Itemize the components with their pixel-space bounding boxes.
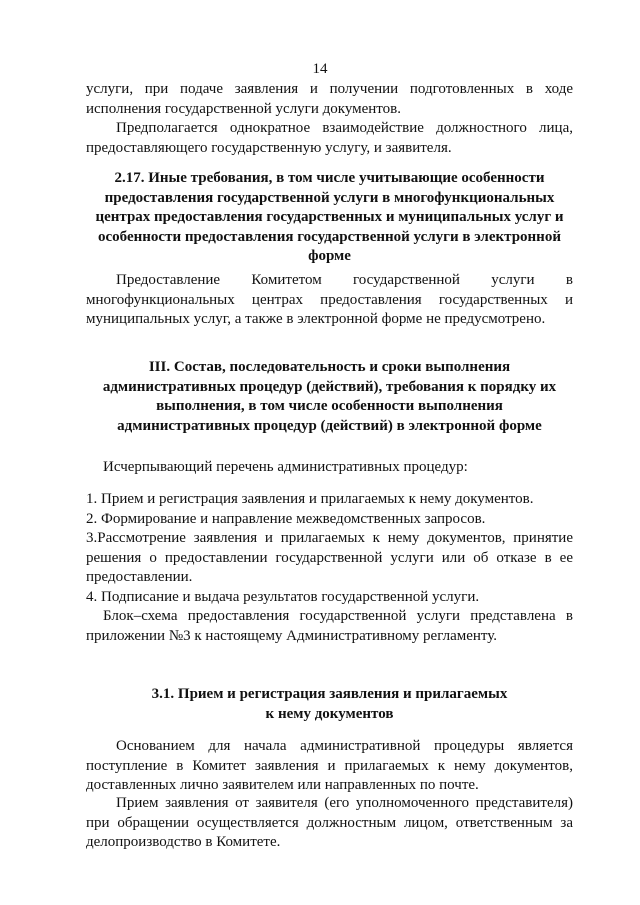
section-217-heading <box>86 169 573 267</box>
intro-paragraph <box>86 80 573 119</box>
list-item: предоставлении. <box>86 569 193 585</box>
heading-line: 3.1. Прием и регистрация заявления и прилагаемых <box>151 686 508 702</box>
list-intro-text: Исчерпывающий перечень административных процедур: <box>103 459 468 475</box>
text-line: при обращении осуществляется должностным лицом, ответственным за <box>86 814 573 831</box>
interaction-line: предоставляющего государственную услугу, и заявителя. <box>86 139 452 156</box>
heading-line: центрах предоставления государственных и муниципальных услуг и <box>95 209 564 225</box>
interaction-paragraph <box>86 119 573 158</box>
list-item: 3.Рассмотрение заявления и прилагаемых к нему документов, принятие <box>86 530 573 546</box>
heading-line: к нему документов <box>265 705 394 722</box>
heading-line: 2.17. Иные требования, в том числе учитывающие особенности <box>114 170 545 186</box>
procedures-list-intro <box>86 458 573 478</box>
text-line: доставленных лично заявителем или направленных по почте. <box>86 777 479 793</box>
page-number: 14 <box>312 61 328 77</box>
list-item: 2. Формирование и направление межведомственных запросов. <box>86 510 486 527</box>
block-scheme-line: Блок–схема предоставления государственной услуги представлена в <box>103 608 573 624</box>
list-item: 1. Прием и регистрация заявления и прилагаемых к нему документов. <box>86 491 534 507</box>
intro-line: услуги, при подаче заявления и получении подготовленных в ходе <box>86 81 573 97</box>
heading-line: особенности предоставления государственной услуги в электронной <box>98 228 561 245</box>
text-line: поступление в Комитет заявления и прилагаемых к нему документов, <box>86 757 573 774</box>
intro-line: исполнения государственной услуги документов. <box>86 100 401 117</box>
heading-line: административных процедур (действий) в электронной форме <box>117 417 542 434</box>
heading-line: выполнения, в том числе особенности выполнения <box>156 398 503 414</box>
text-line: Прием заявления от заявителя (его уполномоченного представителя) <box>116 795 573 811</box>
heading-line: предоставления государственной услуги в многофункциональных <box>104 189 555 206</box>
text-line: делопроизводство в Комитете. <box>86 834 281 850</box>
heading-line: форме <box>308 248 351 264</box>
text-line: многофункциональных центрах предоставления государственных и <box>86 291 573 308</box>
section-3-heading <box>86 358 573 436</box>
section-31-paragraph-1 <box>86 737 573 796</box>
section-31-paragraph-2 <box>86 794 573 853</box>
block-scheme-line: приложении №3 к настоящему Административному регламенту. <box>86 627 498 644</box>
text-line: Предоставление Комитетом государственной услуги в <box>116 272 573 288</box>
section-217-text <box>86 271 573 330</box>
heading-line: III. Состав, последовательность и сроки выполнения <box>148 359 511 375</box>
procedures-list <box>86 490 573 646</box>
text-line: муниципальных услуг, а также в электронной форме не предусмотрено. <box>86 311 546 327</box>
section-31-heading <box>86 685 573 724</box>
interaction-line: Предполагается однократное взаимодействие должностного лица, <box>116 120 573 136</box>
text-line: Основанием для начала административной процедуры является <box>116 738 573 754</box>
list-item: 4. Подписание и выдача результатов государственной услуги. <box>86 588 480 605</box>
heading-line: административных процедур (действий), требования к порядку их <box>102 378 557 395</box>
list-item: решения о предоставлении государственной услуги или об отказе в ее <box>86 549 573 566</box>
